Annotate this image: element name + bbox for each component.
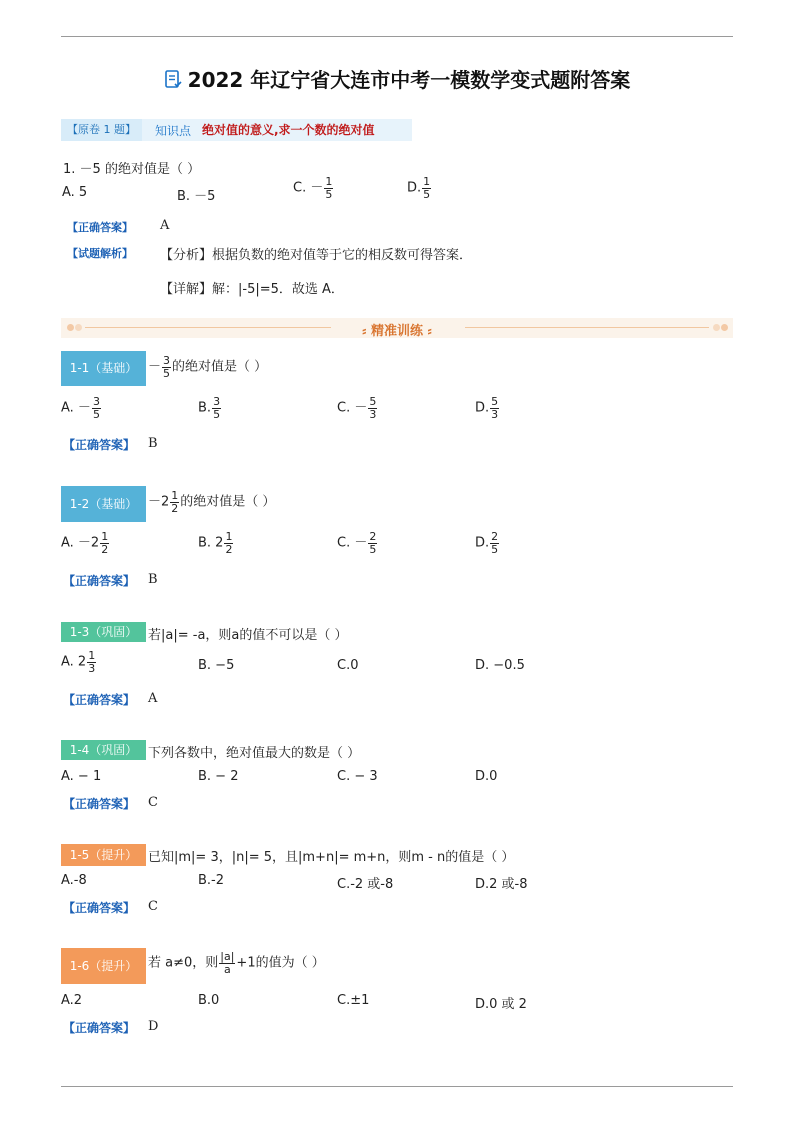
original-question: 1. －5 的绝对值是（ ） [63, 162, 201, 177]
option-1-1-b: B. $\frac{3}{5}$ [198, 395, 221, 421]
option-1-5-c: C.-2 或-8 [337, 877, 394, 892]
option-1-6-b: B.0 [198, 993, 220, 1008]
problem-badge-1-1: 1-1（基础） [61, 351, 146, 386]
problem-stem-1-3: 若|a|= -a，则a的值不可以是（ ） [148, 628, 348, 643]
option-1-3-c: C.0 [337, 658, 359, 673]
answer-1-2: B [148, 572, 158, 587]
option-1-2-d: D. $\frac{2}{5}$ [475, 530, 499, 556]
answer-label-1-4: 【正确答案】 [63, 797, 136, 811]
answer-1-6: D [148, 1019, 159, 1034]
answer-label-1-2: 【正确答案】 [63, 574, 136, 588]
option-1-2-b: B. 2 $\frac{1}{2}$ [198, 530, 233, 556]
top-rule [61, 36, 733, 37]
answer-1-1: B [148, 436, 158, 451]
option-1-1-d: D. $\frac{5}{3}$ [475, 395, 499, 421]
knowledge-point-value: 绝对值的意义,求一个数的绝对值 [202, 123, 375, 137]
document-check-icon [164, 70, 182, 95]
problem-stem-1-6: 若 a≠0，则 $\frac{|a|}{a}$ +1的值为（ ） [148, 950, 325, 976]
original-option-a: A. 5 [62, 185, 88, 200]
option-1-2-c: C. － $\frac{2}{5}$ [337, 530, 377, 556]
original-answer: A [160, 218, 170, 233]
bottom-rule [61, 1086, 733, 1087]
answer-1-3: A [148, 691, 158, 706]
option-1-4-a: A. − 1 [61, 769, 102, 784]
option-1-5-b: B.-2 [198, 873, 225, 888]
answer-1-5: C [148, 899, 158, 914]
problem-badge-1-3: 1-3（巩固） [61, 622, 146, 642]
option-1-4-b: B. − 2 [198, 769, 239, 784]
option-1-1-a: A. － $\frac{3}{5}$ [61, 395, 100, 421]
option-1-4-c: C. − 3 [337, 769, 378, 784]
page-title [0, 64, 794, 95]
title-text: 2022 年辽宁省大连市中考一模数学变式题附答案 [187, 68, 631, 92]
analysis-label: 【试题解析】 [67, 247, 133, 260]
analysis-line-1: 【分析】根据负数的绝对值等于它的相反数可得答案． [160, 248, 473, 263]
answer-label-1-6: 【正确答案】 [63, 1021, 136, 1035]
option-1-3-a: A. 2 $\frac{1}{3}$ [61, 649, 96, 675]
problem-stem-1-5: 已知|m|= 3，|n|= 5，且|m+n|= m+n，则m - n的值是（ ） [148, 850, 515, 865]
option-1-6-a: A.2 [61, 993, 83, 1008]
original-option-d: D. $\frac{1}{5}$ [407, 175, 431, 201]
option-1-3-d: D. −0.5 [475, 658, 525, 673]
option-1-4-d: D.0 [475, 769, 498, 784]
problem-badge-1-4: 1-4（巩固） [61, 740, 146, 760]
option-1-2-a: A. －2 $\frac{1}{2}$ [61, 530, 109, 556]
answer-label-1-3: 【正确答案】 [63, 693, 136, 707]
knowledge-point-label: 知识点 [155, 124, 192, 138]
option-1-3-b: B. −5 [198, 658, 235, 673]
problem-stem-1-1: － $\frac{3}{5}$ 的绝对值是（ ） [148, 354, 268, 380]
problem-badge-1-5: 1-5（提升） [61, 844, 146, 866]
original-answer-label: 【正确答案】 [67, 221, 133, 234]
option-1-6-c: C.±1 [337, 993, 370, 1008]
section-title: ⸗ 精准训练 ⸗ [362, 324, 432, 339]
section-divider [61, 318, 733, 338]
original-option-c: C. － $\frac{1}{5}$ [293, 175, 333, 201]
option-1-5-a: A.-8 [61, 873, 87, 888]
problem-stem-1-2: －2 $\frac{1}{2}$ 的绝对值是（ ） [148, 489, 276, 515]
answer-label-1-5: 【正确答案】 [63, 901, 136, 915]
problem-badge-1-6: 1-6（提升） [61, 948, 146, 984]
option-1-1-c: C. － $\frac{5}{3}$ [337, 395, 377, 421]
answer-label-1-1: 【正确答案】 [63, 438, 136, 452]
original-option-b: B. －5 [177, 189, 216, 204]
answer-1-4: C [148, 795, 158, 810]
original-tag: 【原卷 1 题】 [61, 119, 142, 141]
problem-stem-1-4: 下列各数中，绝对值最大的数是（ ） [148, 746, 361, 761]
option-1-5-d: D.2 或-8 [475, 877, 528, 892]
option-1-6-d: D.0 或 2 [475, 997, 527, 1012]
analysis-line-2: 【详解】解：|-5|=5．故选 A． [160, 282, 344, 297]
problem-badge-1-2: 1-2（基础） [61, 486, 146, 522]
